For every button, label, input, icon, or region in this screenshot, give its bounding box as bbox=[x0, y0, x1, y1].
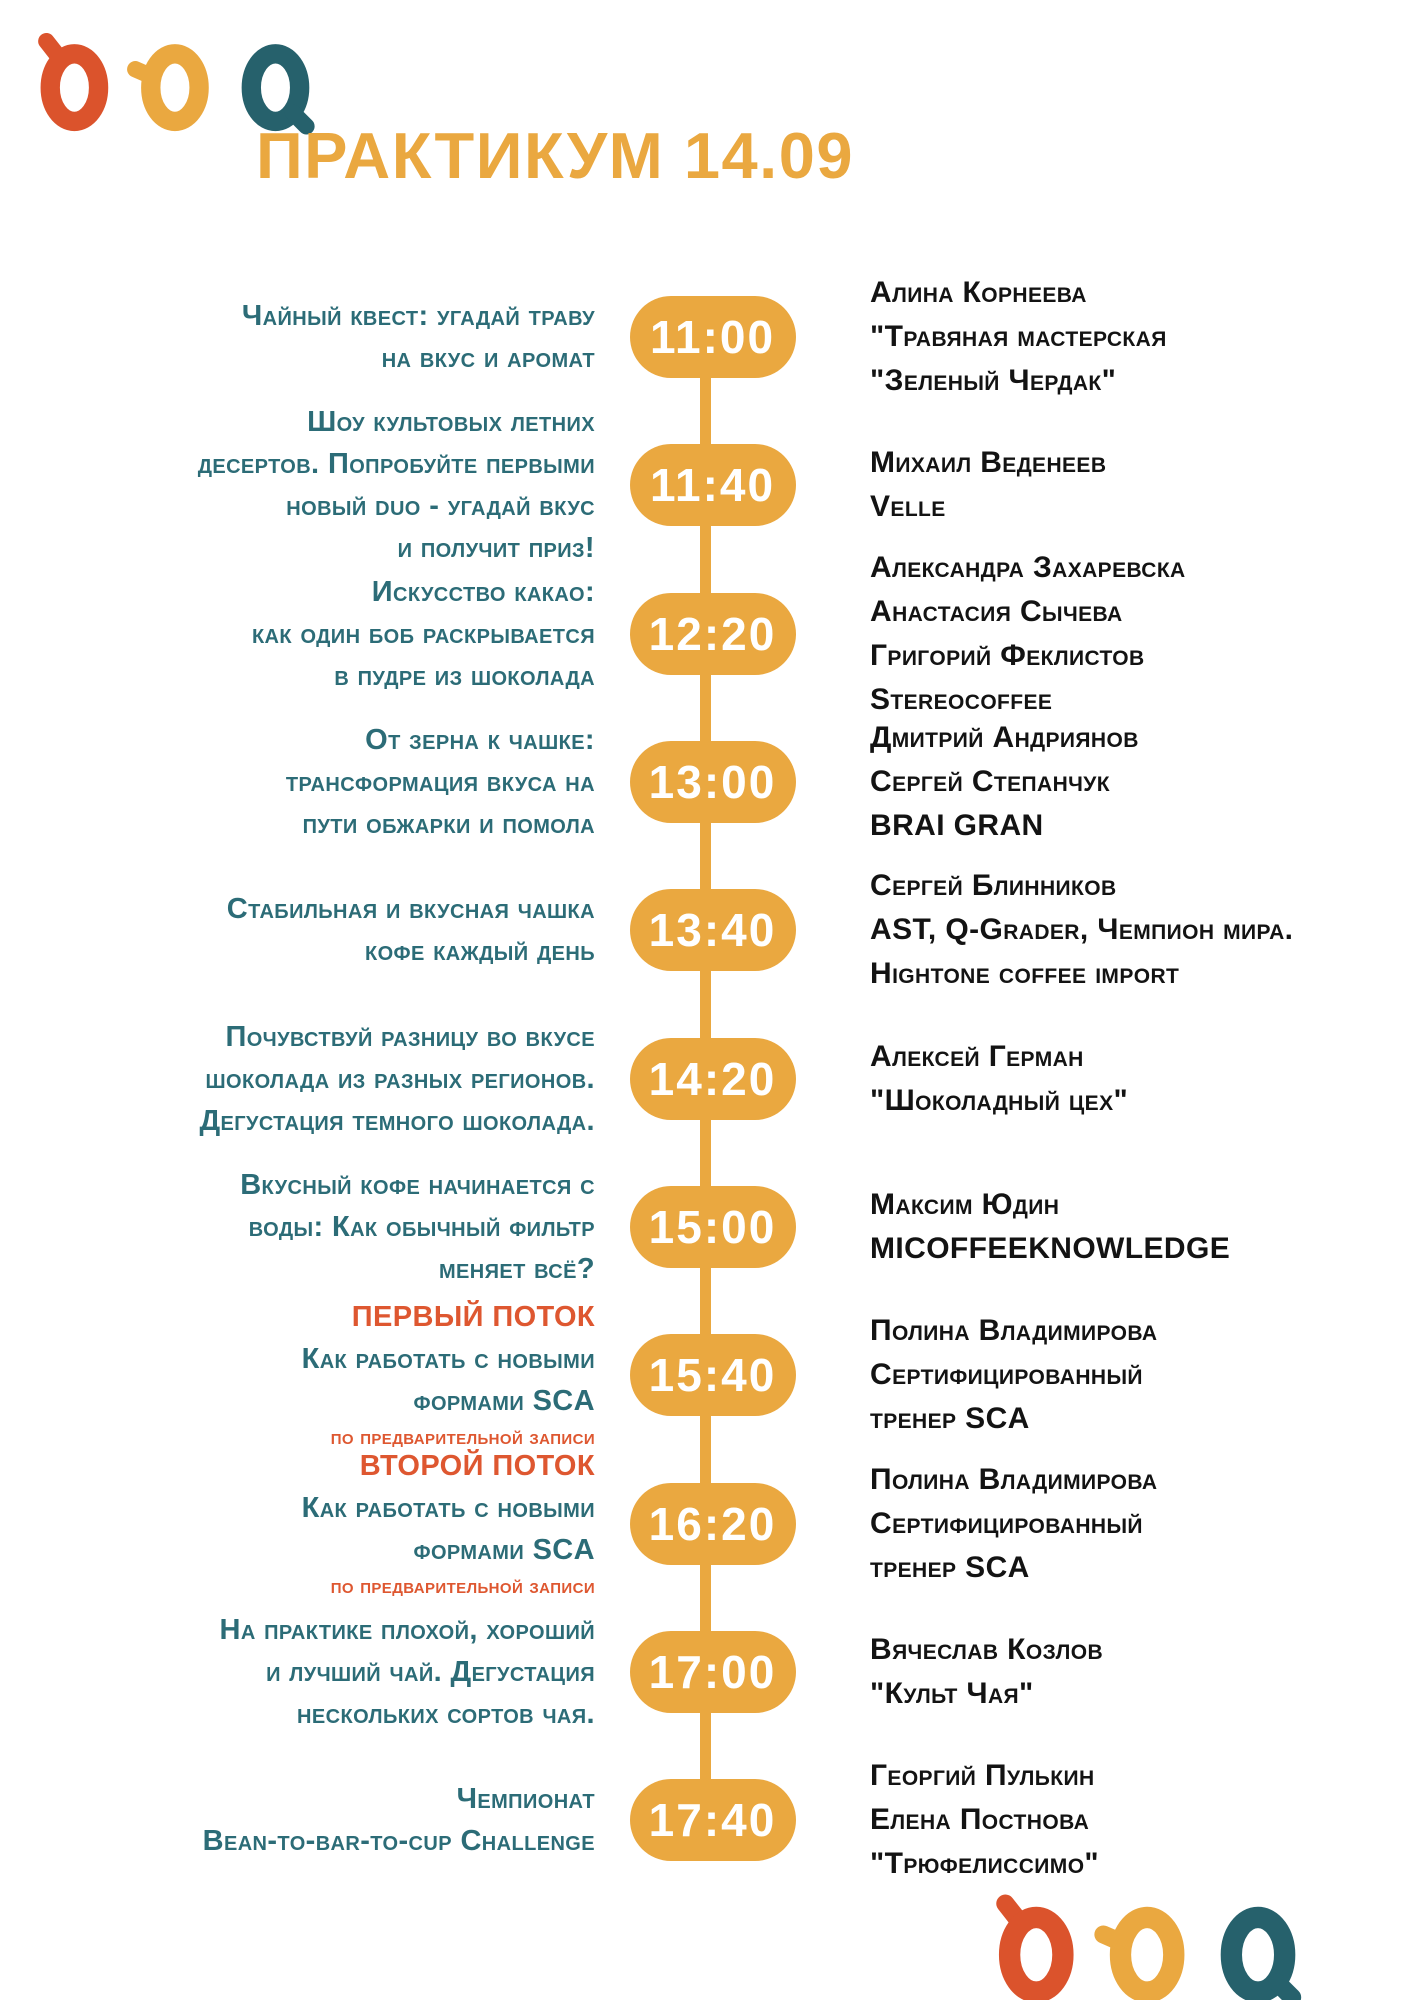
time-badge bbox=[630, 1038, 796, 1120]
schedule-row bbox=[0, 1004, 1414, 1152]
speaker-info bbox=[870, 1754, 1414, 1886]
time-badge bbox=[630, 1334, 796, 1416]
schedule-row bbox=[0, 708, 1414, 856]
event-description bbox=[40, 1296, 595, 1454]
time-label: 11:00 bbox=[649, 311, 776, 364]
time-badge bbox=[630, 1483, 796, 1565]
event-description bbox=[40, 1609, 595, 1735]
speaker-line: Stereocoffee bbox=[870, 682, 1053, 716]
speaker-line: Михаил Веденеев bbox=[870, 446, 1107, 480]
time-badge bbox=[630, 889, 796, 971]
event-line: Дегустация темного шоколада. bbox=[199, 1104, 595, 1137]
speaker-info bbox=[870, 864, 1414, 996]
time-label: 15:00 bbox=[648, 1200, 777, 1253]
timeline-node bbox=[595, 1334, 830, 1416]
event-line: Bean-to-bar-to-cup Challenge bbox=[202, 1825, 595, 1858]
event-line: нескольких сортов чая. bbox=[297, 1697, 595, 1730]
speaker-info bbox=[870, 1183, 1414, 1271]
time-label: 16:20 bbox=[648, 1497, 777, 1550]
speaker-line: Александра Захаревска bbox=[870, 550, 1186, 584]
time-label: 17:40 bbox=[648, 1794, 777, 1847]
event-line: Стабильная и вкусная чашка bbox=[226, 893, 595, 926]
schedule-row bbox=[0, 406, 1414, 565]
speaker-info bbox=[870, 271, 1414, 403]
speaker-line: MICOFFEEKNOWLEDGE bbox=[870, 1231, 1231, 1265]
event-line: От зерна к чашке: bbox=[365, 724, 595, 757]
time-label: 12:20 bbox=[648, 607, 777, 660]
schedule-row bbox=[0, 263, 1414, 411]
speaker-line: BRAI GRAN bbox=[870, 809, 1044, 843]
event-line: Как работать с новыми bbox=[301, 1491, 595, 1524]
event-description bbox=[40, 401, 595, 569]
event-line: На практике плохой, хороший bbox=[219, 1613, 595, 1646]
speaker-line: Максим Юдин bbox=[870, 1187, 1060, 1221]
speaker-line: Сертифицированный bbox=[870, 1358, 1143, 1392]
event-note: по предварительной записи bbox=[330, 1426, 595, 1450]
time-badge bbox=[630, 593, 796, 675]
event-description bbox=[40, 295, 595, 379]
time-badge bbox=[630, 296, 796, 378]
event-line: кофе каждый день bbox=[364, 935, 595, 968]
speaker-line: Елена Постнова bbox=[870, 1803, 1090, 1837]
speaker-info bbox=[870, 1458, 1414, 1590]
event-line: меняет всё? bbox=[438, 1252, 595, 1285]
time-badge bbox=[630, 741, 796, 823]
event-description bbox=[40, 1778, 595, 1862]
time-label: 11:40 bbox=[649, 459, 776, 512]
timeline-node bbox=[595, 1631, 830, 1713]
event-description bbox=[40, 1164, 595, 1290]
speaker-line: Георгий Пулькин bbox=[870, 1759, 1095, 1793]
event-line: Шоу культовых летних bbox=[307, 406, 595, 439]
timeline-node bbox=[595, 444, 830, 526]
time-label: 13:40 bbox=[648, 904, 777, 957]
speaker-info bbox=[870, 1035, 1414, 1123]
event-line: новый duo - угадай вкус bbox=[286, 490, 595, 523]
timeline-node bbox=[595, 1038, 830, 1120]
event-note: по предварительной записи bbox=[330, 1574, 595, 1598]
event-line: десертов. Попробуйте первыми bbox=[197, 448, 595, 481]
event-description bbox=[40, 1016, 595, 1142]
event-line: Чайный квест: угадай траву bbox=[241, 300, 595, 333]
time-badge bbox=[630, 444, 796, 526]
speaker-line: Сергей Блинников bbox=[870, 869, 1117, 903]
time-badge bbox=[630, 1631, 796, 1713]
schedule-list bbox=[0, 263, 1414, 1894]
time-badge bbox=[630, 1186, 796, 1268]
time-label: 17:00 bbox=[648, 1645, 777, 1698]
speaker-line: "Зеленый Чердак" bbox=[870, 364, 1117, 398]
speaker-line: Вячеслав Козлов bbox=[870, 1632, 1104, 1666]
speaker-info bbox=[870, 716, 1414, 848]
event-line: трансформация вкуса на bbox=[285, 766, 595, 799]
speaker-line: тренер SCA bbox=[870, 1550, 1030, 1584]
time-label: 15:40 bbox=[648, 1349, 777, 1402]
speaker-info bbox=[870, 546, 1414, 722]
event-line: Искусство какао: bbox=[371, 575, 595, 608]
event-stream-header: ВТОРОЙ ПОТОК bbox=[359, 1449, 595, 1482]
event-description bbox=[40, 571, 595, 697]
event-line: как один боб раскрывается bbox=[251, 617, 595, 650]
timeline-node bbox=[595, 1186, 830, 1268]
schedule-row bbox=[0, 1153, 1414, 1301]
event-line: Почувствуй разницу во вкусе bbox=[225, 1020, 595, 1053]
event-line: и лучший чай. Дегустация bbox=[266, 1655, 595, 1688]
event-line: формами SCA bbox=[413, 1385, 595, 1418]
speaker-line: Анастасия Сычева bbox=[870, 594, 1123, 628]
timeline-node bbox=[595, 593, 830, 675]
speaker-line: "Культ Чая" bbox=[870, 1676, 1034, 1710]
speaker-line: Алексей Герман bbox=[870, 1039, 1084, 1073]
event-description bbox=[40, 888, 595, 972]
speaker-line: AST, Q-Grader, Чемпион мира. bbox=[870, 913, 1294, 947]
speaker-line: "Трюфелиссимо" bbox=[870, 1847, 1100, 1881]
time-badge bbox=[630, 1779, 796, 1861]
speaker-line: Сергей Степанчук bbox=[870, 765, 1110, 799]
event-stream-header: ПЕРВЫЙ ПОТОК bbox=[351, 1301, 595, 1334]
event-line: пути обжарки и помола bbox=[302, 808, 595, 841]
speaker-line: "Травяная мастерская bbox=[870, 320, 1167, 354]
event-line: Как работать с новыми bbox=[301, 1343, 595, 1376]
schedule-row bbox=[0, 856, 1414, 1004]
brand-logo-bottom bbox=[985, 1878, 1305, 2000]
speaker-line: тренер SCA bbox=[870, 1402, 1030, 1436]
speaker-info bbox=[870, 1309, 1414, 1441]
page-title: ПРАКТИКУМ 14.09 bbox=[255, 119, 855, 192]
speaker-line: "Шоколадный цех" bbox=[870, 1083, 1129, 1117]
time-label: 14:20 bbox=[648, 1052, 777, 1105]
schedule-row bbox=[0, 1301, 1414, 1449]
speaker-line: Алина Корнеева bbox=[870, 276, 1087, 310]
speaker-line: Григорий Феклистов bbox=[870, 638, 1145, 672]
timeline-node bbox=[595, 1483, 830, 1565]
event-line: Чемпионат bbox=[456, 1783, 595, 1816]
event-line: воды: Как обычный фильтр bbox=[248, 1210, 595, 1243]
speaker-line: Полина Владимирова bbox=[870, 1462, 1158, 1496]
schedule-row bbox=[0, 1449, 1414, 1597]
event-line: формами SCA bbox=[413, 1533, 595, 1566]
timeline-node bbox=[595, 889, 830, 971]
timeline-node bbox=[595, 741, 830, 823]
event-line: на вкус и аромат bbox=[381, 342, 595, 375]
event-line: и получит приз! bbox=[397, 532, 595, 565]
speaker-line: Полина Владимирова bbox=[870, 1314, 1158, 1348]
schedule-row bbox=[0, 1598, 1414, 1746]
event-line: Вкусный кофе начинается с bbox=[240, 1168, 595, 1201]
speaker-info bbox=[870, 441, 1414, 529]
event-line: шоколада из разных регионов. bbox=[205, 1062, 595, 1095]
speaker-line: Velle bbox=[870, 490, 946, 524]
event-line: в пудре из шоколада bbox=[334, 659, 595, 692]
schedule-row bbox=[0, 1746, 1414, 1894]
speaker-line: Сертифицированный bbox=[870, 1506, 1143, 1540]
speaker-line: Дмитрий Андриянов bbox=[870, 721, 1139, 755]
timeline-node bbox=[595, 1779, 830, 1861]
event-description bbox=[40, 719, 595, 845]
time-label: 13:00 bbox=[648, 756, 777, 809]
speaker-info bbox=[870, 1628, 1414, 1716]
speaker-line: Hightone coffee import bbox=[870, 957, 1180, 991]
timeline-node bbox=[595, 296, 830, 378]
schedule-row bbox=[0, 550, 1414, 716]
event-description bbox=[40, 1445, 595, 1603]
